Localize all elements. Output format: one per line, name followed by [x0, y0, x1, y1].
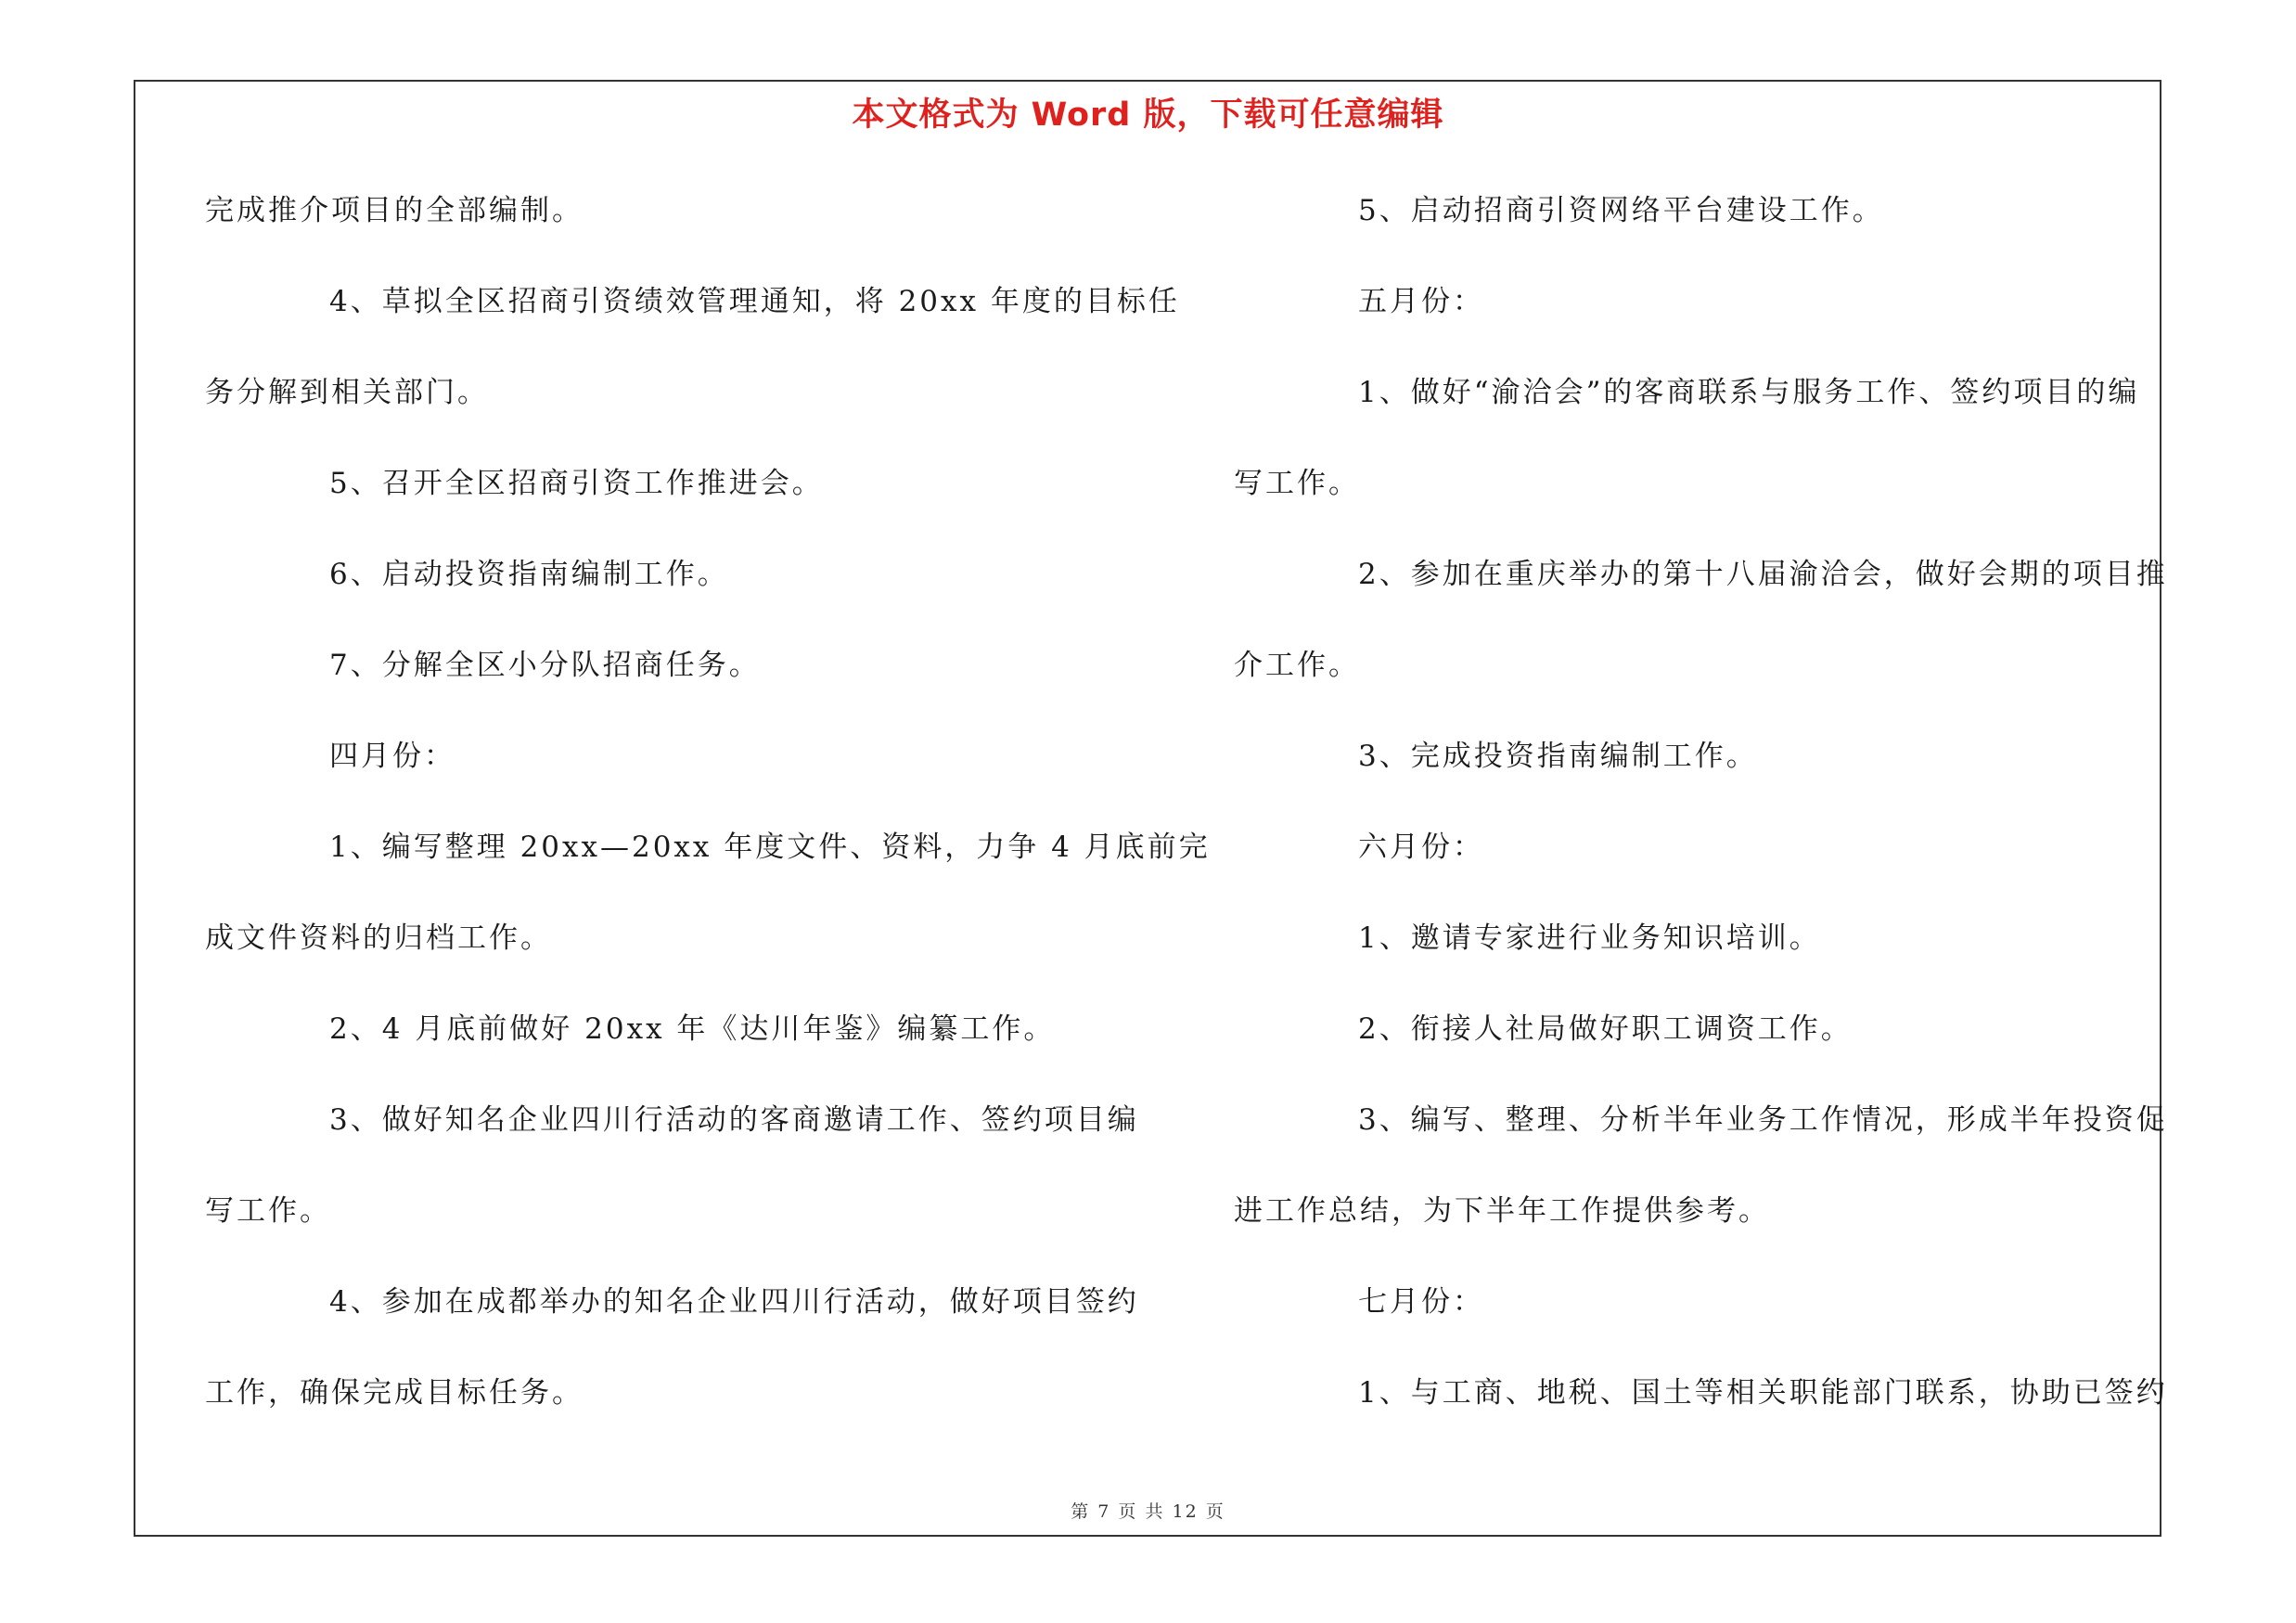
paragraph-line: 务分解到相关部门。: [205, 376, 489, 409]
section-heading-june: 六月份：: [1358, 831, 1484, 864]
paragraph-line: 工作，确保完成目标任务。: [205, 1376, 584, 1410]
page-number: 第 7 页 共 12 页: [1071, 1501, 1225, 1522]
paragraph-line: 6、启动投资指南编制工作。: [329, 558, 729, 591]
paragraph-line: 写工作。: [205, 1194, 331, 1228]
paragraph-line: 1、编写整理 20xx—20xx 年度文件、资料，力争 4 月底前完: [329, 831, 1211, 864]
section-heading-may: 五月份：: [1358, 285, 1484, 318]
paragraph-line: 3、做好知名企业四川行活动的客商邀请工作、签约项目编: [329, 1103, 1139, 1137]
paragraph-line: 7、分解全区小分队招商任务。: [329, 649, 761, 682]
paragraph-line: 2、4 月底前做好 20xx 年《达川年鉴》编纂工作。: [329, 1012, 1056, 1046]
paragraph-line: 2、参加在重庆举办的第十八届渝洽会，做好会期的项目推: [1358, 558, 2168, 591]
paragraph-line: 5、启动招商引资网络平台建设工作。: [1358, 194, 1884, 227]
paragraph-line: 5、召开全区招商引资工作推进会。: [329, 467, 824, 500]
paragraph-line: 成文件资料的归档工作。: [205, 921, 552, 955]
paragraph-line: 1、邀请专家进行业务知识培训。: [1358, 921, 1821, 955]
paragraph-line: 2、衔接人社局做好职工调资工作。: [1358, 1012, 1853, 1046]
paragraph-line: 介工作。: [1234, 649, 1360, 682]
section-heading-april: 四月份：: [329, 740, 455, 773]
paragraph-line: 3、编写、整理、分析半年业务工作情况，形成半年投资促: [1358, 1103, 2168, 1137]
paragraph-line: 完成推介项目的全部编制。: [205, 194, 584, 227]
paragraph-line: 1、与工商、地税、国土等相关职能部门联系，协助已签约: [1358, 1376, 2168, 1410]
format-notice-banner: 本文格式为 Word 版，下载可任意编辑: [852, 97, 1444, 134]
right-text-column: [1234, 182, 2168, 1455]
paragraph-line: 4、参加在成都举办的知名企业四川行活动，做好项目签约: [329, 1285, 1139, 1319]
paragraph-line: 3、完成投资指南编制工作。: [1358, 740, 1758, 773]
section-heading-july: 七月份：: [1358, 1285, 1484, 1319]
paragraph-line: 写工作。: [1234, 467, 1360, 500]
paragraph-line: 4、草拟全区招商引资绩效管理通知，将 20xx 年度的目标任: [329, 285, 1180, 318]
left-text-column: [205, 182, 1211, 1455]
paragraph-line: 1、做好“渝洽会”的客商联系与服务工作、签约项目的编: [1358, 376, 2140, 409]
paragraph-line: 进工作总结，为下半年工作提供参考。: [1234, 1194, 1770, 1228]
